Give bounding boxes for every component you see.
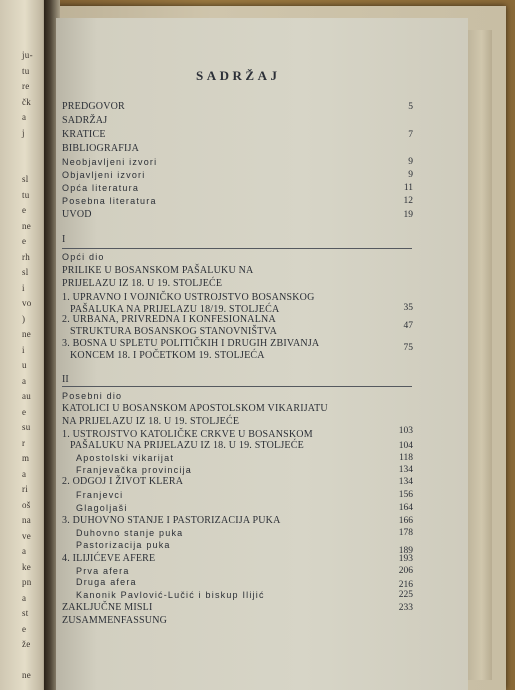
toc-entry: ZAKLJUČNE MISLI 233 [62, 602, 413, 613]
left-page-line: m [22, 453, 30, 463]
toc-subentry: Glagoljaši 164 [76, 503, 413, 513]
left-page-line: ri [22, 484, 29, 494]
part-title: KATOLICI U BOSANSKOM APOSTOLSKOM VIKARIJATU [62, 403, 328, 414]
toc-entry: UVOD 19 [62, 209, 413, 220]
left-page-line [0, 141, 40, 157]
toc-entry: 3. DUHOVNO STANJE I PASTORIZACIJA PUKA 166 [62, 515, 413, 526]
left-page-line: j [22, 127, 25, 138]
left-page-line: st [22, 608, 29, 618]
toc-subentry: Duhovno stanje puka 178 [76, 528, 413, 538]
left-page-line [0, 157, 40, 173]
toc-entry: KRATICE 7 [62, 129, 413, 140]
toc-entry: PAŠALUKA NA PRIJELAZU 18/19. STOLJEĆA 35 [70, 303, 413, 315]
toc-entry: Objavljeni izvori 9 [62, 170, 413, 180]
left-page-line: na [22, 515, 32, 525]
toc-subentry: Druga afera 216 [76, 577, 413, 590]
toc-entry: Posebna literatura 12 [62, 196, 413, 206]
toc-subentry: Franjevačka provincija 134 [76, 465, 413, 475]
left-page-line: e [22, 205, 27, 215]
toc-entry: Neobjavljeni izvori 9 [62, 157, 413, 167]
left-page-line: ne [22, 670, 32, 680]
left-page-line: e [22, 236, 27, 246]
part-title: PRILIKE U BOSANSKOM PAŠALUKU NA [62, 265, 254, 276]
toc-entry: STRUKTURA BOSANSKOG STANOVNIŠTVA 47 [70, 321, 413, 337]
toc-entry: 2. URBANA, PRIVREDNA I KONFESIONALNA [62, 314, 276, 325]
left-page-line [0, 653, 40, 669]
toc-entry: 1. UPRAVNO I VOJNIČKO USTROJSTVO BOSANSKOG [62, 292, 315, 303]
toc-entry: 2. ODGOJ I ŽIVOT KLERA 134 [62, 476, 413, 487]
part-numeral: II [62, 374, 69, 385]
left-page-line: vo [22, 298, 32, 308]
toc-subentry: Franjevci 156 [76, 490, 413, 500]
left-page-line: a [22, 468, 27, 479]
part-title: PRIJELAZU IZ 18. U 19. STOLJEĆE [62, 278, 223, 289]
left-page-line: ju- [22, 50, 33, 60]
left-page-line: i [22, 282, 25, 293]
left-page-line: tu [22, 65, 30, 76]
left-page [0, 0, 50, 690]
left-page-text [0, 48, 40, 684]
toc-heading: SADRŽAJ [196, 68, 281, 83]
toc-entry: 3. BOSNA U SPLETU POLITIČKIH I DRUGIH ZBIVANJA 75 [62, 338, 413, 353]
left-page-line: ne [22, 220, 32, 231]
left-page-line: rh [22, 251, 31, 262]
left-page-line: tu [22, 189, 30, 200]
left-page-line: a [22, 112, 27, 122]
part-title: NA PRIJELAZU IZ 18. U 19. STOLJEĆE 103 [62, 416, 413, 436]
toc-entry: PREDGOVOR 5 [62, 101, 413, 112]
part-label: Opći dio [62, 252, 105, 262]
toc-entry: Opća literatura 11 [62, 183, 413, 193]
left-page-line: e [22, 623, 27, 634]
toc-subentry: Apostolski vikarijat 118 [76, 453, 413, 463]
left-page-line: oš [22, 499, 31, 510]
toc-entry: 4. ILIJIĆEVE AFERE 193 [62, 553, 413, 564]
left-page-line: sl [22, 267, 29, 277]
left-page-line: pn [22, 577, 32, 587]
left-page-line: čk [22, 96, 32, 107]
left-page-line: r [22, 437, 26, 448]
toc-subentry: Prva afera 206 [76, 566, 413, 576]
left-page-line: ) [22, 313, 26, 324]
toc-page [56, 18, 468, 690]
toc-entry: 1. USTROJSTVO KATOLIČKE CRKVE U BOSANSKOM [62, 429, 313, 440]
toc-entry: PAŠALUKU NA PRIJELAZU IZ 18. U 19. STOLJEĆE 104 [70, 440, 413, 451]
part-label: Posebni dio [62, 391, 123, 401]
toc-entry: KONCEM 18. I POČETKOM 19. STOLJEĆA [70, 350, 265, 361]
toc-subentry: Kanonik Pavlović-Lučić i biskup Ilijić 225 [76, 590, 413, 600]
left-page-line: i [22, 344, 25, 355]
left-page-line: sl [22, 174, 29, 184]
left-page-line: e [22, 406, 27, 417]
toc-entry: SADRŽAJ [62, 115, 108, 126]
left-page-line: a [22, 375, 27, 386]
left-page-line: a [22, 546, 27, 556]
left-page-line: že [22, 639, 31, 649]
section-rule [62, 386, 412, 387]
section-rule [62, 248, 412, 249]
page-edge [466, 30, 492, 680]
toc-entry: ZUSAMMENFASSUNG [62, 615, 168, 626]
left-page-line: ke [22, 561, 32, 572]
left-page-line: ve [22, 530, 32, 541]
left-page-line: u [22, 360, 27, 370]
left-page-line: au [22, 391, 32, 401]
left-page-line: ne [22, 329, 32, 339]
toc-subentry: Pastorizacija puka 189 [76, 540, 413, 556]
left-page-line: su [22, 422, 31, 432]
part-numeral: I [62, 234, 66, 245]
toc-entry: BIBLIOGRAFIJA [62, 143, 140, 154]
left-page-line: re [22, 81, 30, 91]
left-page-line: a [22, 592, 27, 603]
